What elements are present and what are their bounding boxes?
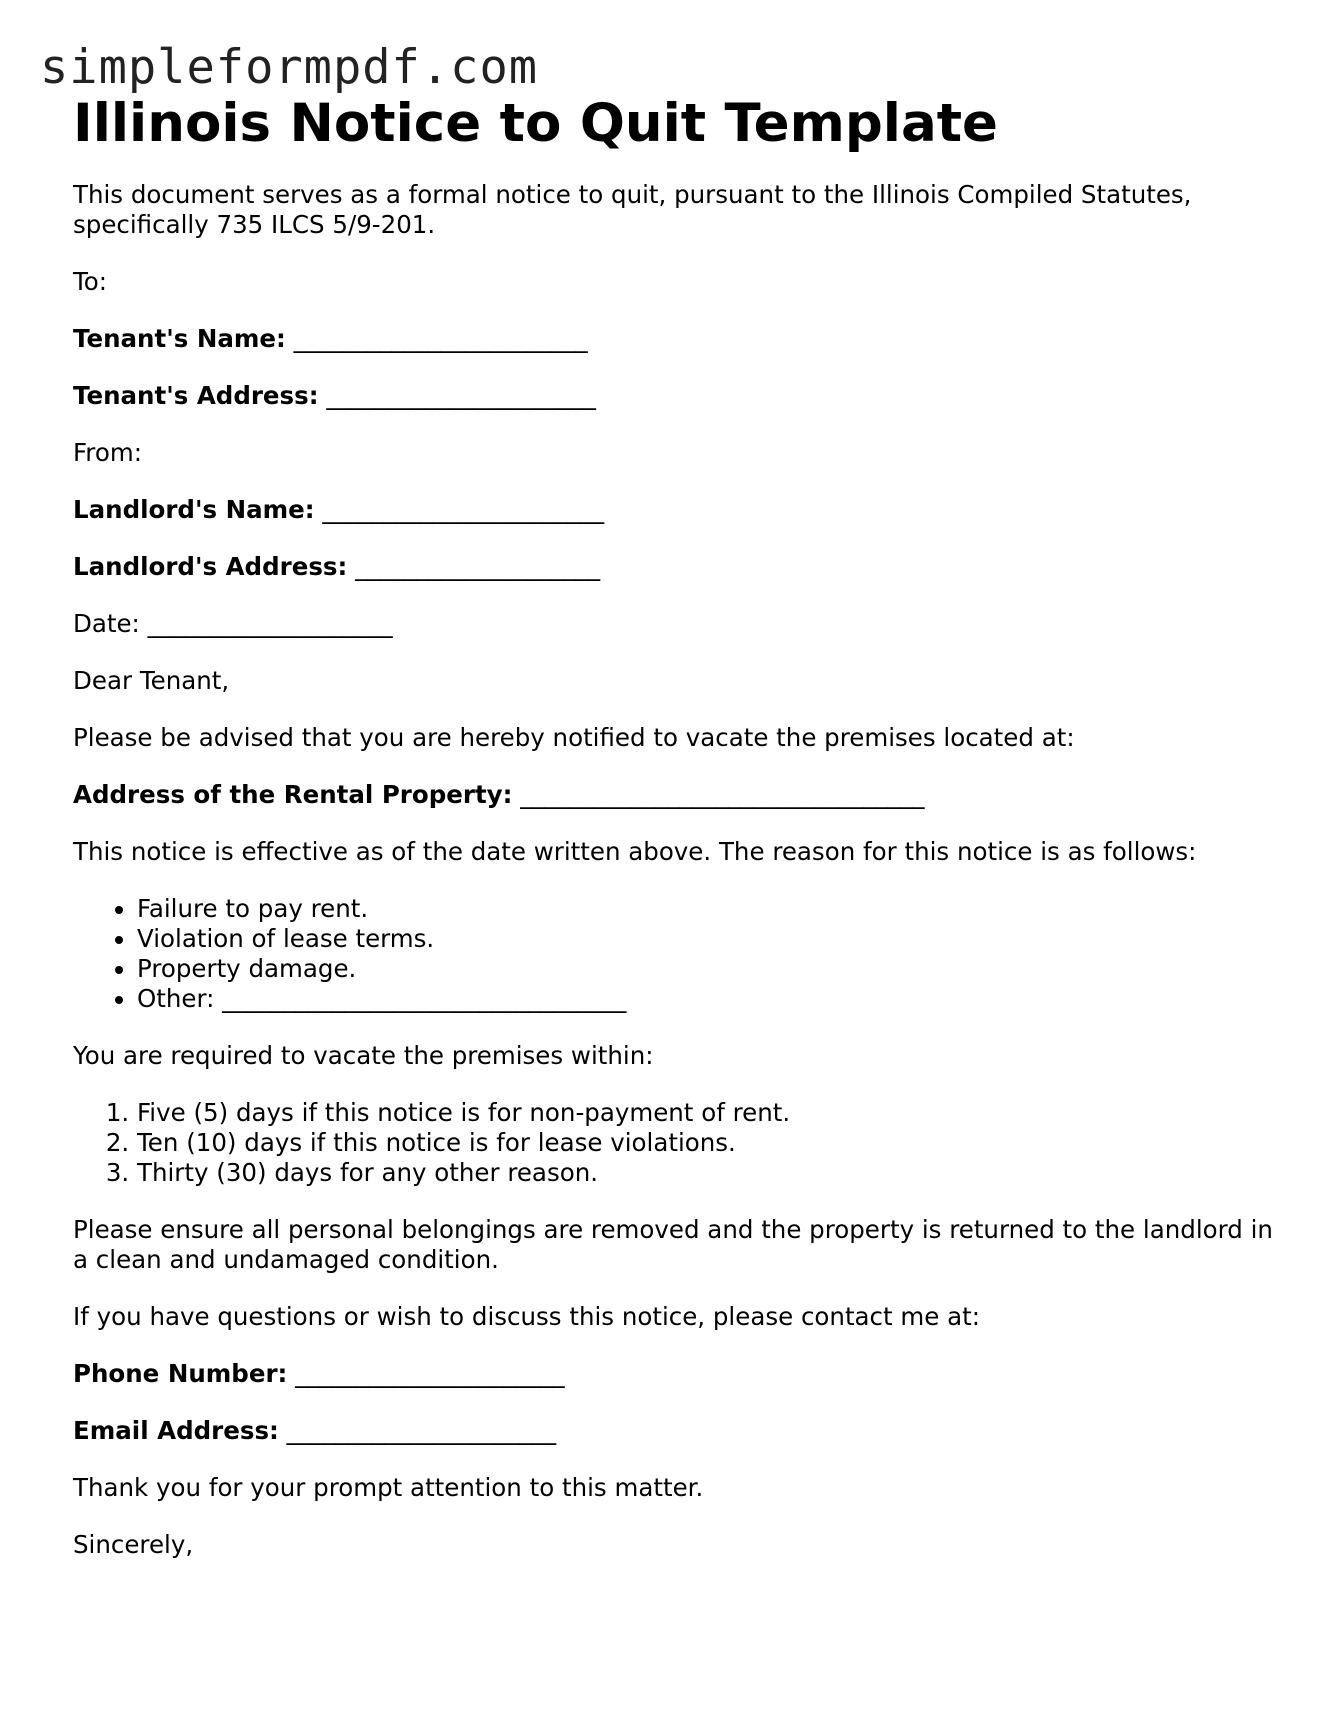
to-label: To: (73, 267, 108, 296)
required-paragraph: You are required to vacate the premises within: (73, 1041, 654, 1070)
list-item: • Property damage. (137, 954, 1273, 984)
reasons-list (73, 894, 1273, 1014)
phone-field (73, 1359, 1273, 1389)
email-blank: ______________________ (286, 1416, 557, 1445)
from-label: From: (73, 438, 142, 467)
effective-paragraph: This notice is effective as of the date written above. The reason for this notice is as follows: (73, 837, 1197, 866)
periods-list (73, 1098, 1273, 1188)
salutation: Dear Tenant, (73, 666, 230, 695)
list-item: 2. Ten (10) days if this notice is for lease violations. (137, 1128, 1273, 1158)
date-blank: ____________________ (147, 609, 393, 638)
landlord-name-label: Landlord's Name: (73, 495, 315, 524)
tenant-name-field (73, 324, 1273, 354)
landlord-address-blank: ____________________ (355, 552, 601, 581)
landlord-name-blank: _______________________ (322, 495, 605, 524)
date-field (73, 609, 1273, 639)
thanks-paragraph: Thank you for your prompt attention to this matter. (73, 1473, 704, 1502)
landlord-address-label: Landlord's Address: (73, 552, 348, 581)
page-title: Illinois Notice to Quit Template (73, 93, 998, 154)
landlord-name-field (73, 495, 1273, 525)
closing: Sincerely, (73, 1530, 194, 1559)
ensure-paragraph: Please ensure all personal belongings are removed and the property is returned to the landlord in a clean and undamaged condition. (73, 1215, 1273, 1274)
list-item: • Violation of lease terms. (137, 924, 1273, 954)
intro-paragraph: This document serves as a formal notice to quit, pursuant to the Illinois Compiled Statutes, specifically 735 ILCS 5/9-201. (73, 180, 1192, 239)
document-body (73, 92, 1273, 1560)
advise-paragraph: Please be advised that you are hereby notified to vacate the premises located at: (73, 723, 1075, 752)
tenant-address-label: Tenant's Address: (73, 381, 319, 410)
tenant-name-blank: ________________________ (293, 324, 588, 353)
list-item: • Failure to pay rent. (137, 894, 1273, 924)
list-item: 1. Five (5) days if this notice is for non-payment of rent. (137, 1098, 1273, 1128)
list-item: • Other: _________________________________ (137, 984, 1273, 1014)
landlord-address-field (73, 552, 1273, 582)
email-label: Email Address: (73, 1416, 279, 1445)
date-label: Date: (73, 609, 140, 638)
email-field (73, 1416, 1273, 1446)
rental-address-label: Address of the Rental Property: (73, 780, 513, 809)
contact-paragraph: If you have questions or wish to discuss this notice, please contact me at: (73, 1302, 981, 1331)
site-watermark: simpleformpdf.com (40, 40, 539, 95)
rental-address-field (73, 780, 1273, 810)
list-item: 3. Thirty (30) days for any other reason. (137, 1158, 1273, 1188)
tenant-address-blank: ______________________ (326, 381, 596, 410)
phone-label: Phone Number: (73, 1359, 288, 1388)
tenant-address-field (73, 381, 1273, 411)
tenant-name-label: Tenant's Name: (73, 324, 286, 353)
rental-address-blank: _________________________________ (520, 780, 925, 809)
phone-blank: ______________________ (295, 1359, 565, 1388)
